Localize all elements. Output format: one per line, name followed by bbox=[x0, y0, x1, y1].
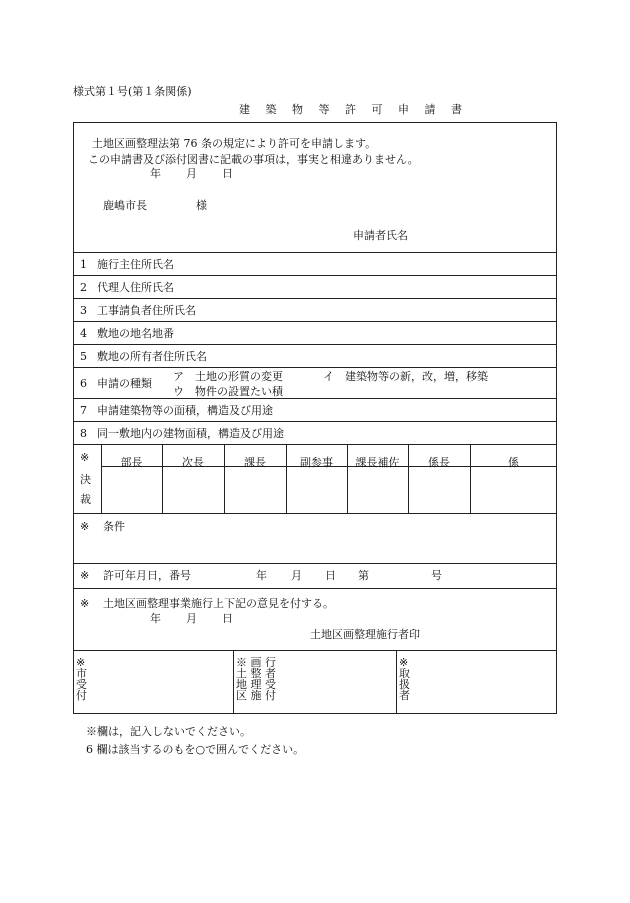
application-month: 月 bbox=[186, 167, 197, 180]
permit-day: 日 bbox=[325, 569, 336, 582]
item-label: 代理人住所氏名 bbox=[97, 281, 174, 294]
opinion-seal: 土地区画整理施行者印 bbox=[310, 628, 420, 641]
divider bbox=[73, 298, 557, 299]
form-number: 様式第１号(第１条関係) bbox=[73, 85, 192, 98]
item-number: 6 bbox=[80, 377, 87, 390]
permit-mark: ※ bbox=[80, 569, 90, 582]
form-title: 建 築 物 等 許 可 申 請 書 bbox=[239, 103, 468, 116]
item-label: 工事請負者住所氏名 bbox=[97, 304, 196, 317]
item-number: 1 bbox=[80, 258, 87, 271]
permit-year: 年 bbox=[256, 569, 267, 582]
approval-header: 係長 bbox=[428, 456, 450, 469]
item-number: 8 bbox=[80, 427, 87, 440]
divider bbox=[73, 563, 557, 564]
approval-header: 課長 bbox=[244, 456, 266, 469]
permit-go: 号 bbox=[431, 569, 442, 582]
approval-header: 次長 bbox=[182, 456, 204, 469]
divider bbox=[73, 398, 557, 399]
approval-header: 副参事 bbox=[300, 456, 333, 469]
approval-header: 部長 bbox=[120, 456, 143, 469]
approval-label-1: 決 bbox=[80, 473, 91, 486]
item-label: 申請建築物等の面積，構造及び用途 bbox=[97, 404, 273, 417]
divider bbox=[73, 444, 557, 445]
city-receipt-label: ※ 市 受 付 bbox=[76, 656, 87, 702]
application-day: 日 bbox=[222, 167, 233, 180]
divider bbox=[73, 344, 557, 345]
item-label: 施行主住所氏名 bbox=[97, 258, 174, 271]
permit-label: 許可年月日，番号 bbox=[103, 569, 191, 582]
intro-line-1: 土地区画整理法第 76 条の規定により許可を申請します。 bbox=[92, 137, 377, 150]
divider bbox=[73, 275, 557, 276]
divider bbox=[73, 252, 557, 253]
opinion-year: 年 bbox=[150, 612, 161, 625]
conditions-mark: ※ bbox=[80, 520, 90, 533]
intro-line-2: この申請書及び添付図書に記載の事項は，事実と相違ありません。 bbox=[88, 153, 419, 166]
item-number: 3 bbox=[80, 304, 87, 317]
divider bbox=[73, 321, 557, 322]
item-number: 4 bbox=[80, 327, 87, 340]
item-label: 申請の種類 bbox=[97, 377, 152, 390]
note-1: ※欄は，記入しないでください。 bbox=[86, 725, 251, 738]
divider bbox=[73, 588, 557, 589]
divider bbox=[73, 650, 557, 651]
approval-label-2: 裁 bbox=[80, 493, 91, 506]
divider bbox=[73, 421, 557, 422]
approval-mark: ※ bbox=[80, 451, 90, 464]
application-year: 年 bbox=[150, 167, 161, 180]
opinion-day: 日 bbox=[222, 612, 233, 625]
divider bbox=[396, 650, 397, 714]
item-number: 7 bbox=[80, 404, 87, 417]
item-label: 同一敷地内の建物面積，構造及び用途 bbox=[97, 427, 284, 440]
note-2: 6 欄は該当するのもを○で囲んでください。 bbox=[86, 743, 305, 756]
honorific: 様 bbox=[196, 199, 207, 212]
opinion-text: 土地区画整理事業施行上下記の意見を付する。 bbox=[103, 597, 334, 610]
permit-dai: 第 bbox=[358, 569, 369, 582]
kukaku-receipt-label: ※ 画 行 土 整 者 地 理 受 区 施 付 bbox=[236, 656, 276, 702]
divider bbox=[73, 513, 557, 514]
type-option-i: イ 建築物等の新，改，増，移築 bbox=[323, 370, 488, 383]
type-option-a: ア 土地の形質の変更 bbox=[173, 370, 283, 383]
opinion-mark: ※ bbox=[80, 597, 90, 610]
approval-header: 係 bbox=[508, 456, 519, 469]
item-label: 敷地の地名地番 bbox=[97, 327, 174, 340]
item-number: 5 bbox=[80, 350, 87, 363]
divider bbox=[233, 650, 234, 714]
approval-header: 課長補佐 bbox=[355, 456, 400, 469]
type-option-u: ウ 物件の設置たい積 bbox=[173, 385, 283, 398]
item-number: 2 bbox=[80, 281, 87, 294]
permit-month: 月 bbox=[291, 569, 302, 582]
conditions-label: 条件 bbox=[103, 520, 125, 533]
opinion-month: 月 bbox=[186, 612, 197, 625]
item-label: 敷地の所有者住所氏名 bbox=[97, 350, 207, 363]
applicant-name-label: 申請者氏名 bbox=[353, 229, 408, 242]
handler-label: ※ 取 扱 者 bbox=[399, 656, 410, 702]
divider bbox=[73, 367, 557, 368]
addressee: 鹿嶋市長 bbox=[103, 199, 147, 212]
